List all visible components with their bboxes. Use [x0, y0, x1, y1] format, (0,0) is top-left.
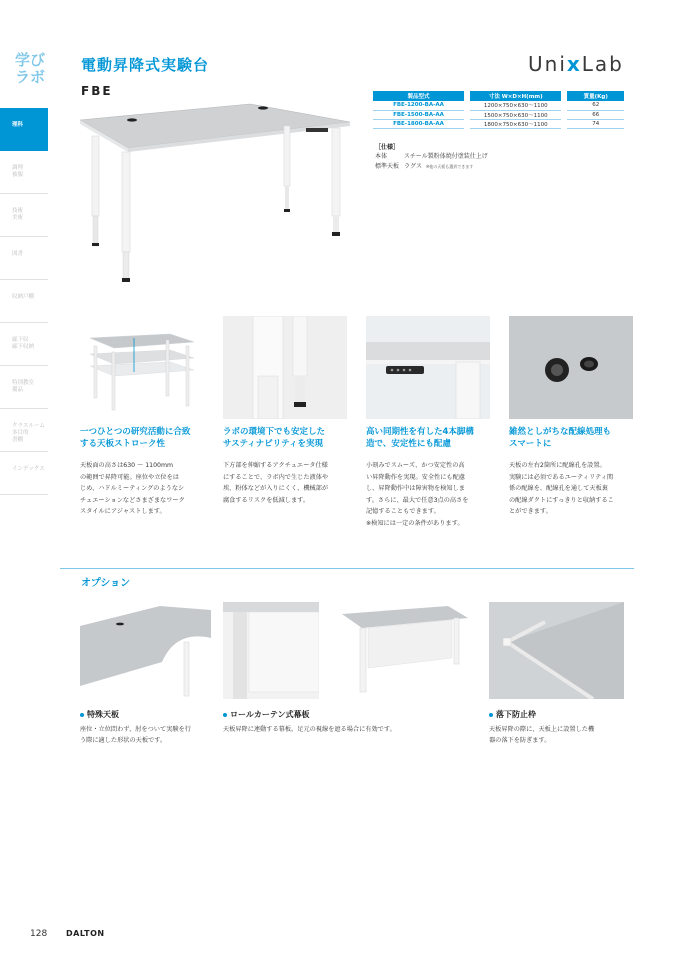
table-row — [373, 119, 624, 128]
sidebar-item-classroom[interactable]: クラスルーム 多目的 書棚 — [0, 409, 48, 452]
table-row — [373, 101, 624, 110]
option-image-desk-curtain — [338, 602, 471, 699]
spec-row — [375, 162, 488, 172]
option-image-special-top — [80, 602, 211, 699]
sidebar-item-technology[interactable]: 技術 美術 — [0, 194, 48, 237]
spec-note: ※他の天板も選択できます — [425, 164, 474, 169]
logo-text-right: Lab — [581, 52, 624, 76]
spec-cell: FBE-1800-BA-AA — [373, 119, 464, 128]
spec-cell: 1200×750×630〜1100 — [470, 101, 561, 110]
model-code: FBE — [81, 84, 113, 98]
feature-image-cable-hole — [509, 316, 633, 419]
feature-title: 一つひとつの研究活動に合致 する天板ストローク性 — [80, 427, 191, 449]
spec-header-dimensions: 寸法 W×D×H(mm) — [470, 91, 561, 101]
option-body: 天板昇降に連動する幕板。足元の視線を遮る場合に有効です。 — [223, 726, 396, 733]
spec-cell: FBE-1500-BA-AA — [373, 110, 464, 119]
spec-cell: 1800×750×630〜1100 — [470, 119, 561, 128]
spec-heading: ［仕様］ — [375, 144, 400, 151]
spec-row — [375, 152, 488, 162]
table-row — [373, 110, 624, 119]
feature-body: 天板面の高さは630 〜 1100mm の範囲で昇降可能。座位や立位をは じめ、ハドルミーティングのようなシ チュエーションなどさまざまなワーク スタイルにアジャストします。 — [80, 462, 185, 515]
bullet-dot-icon — [489, 713, 493, 717]
footer-brand: DALTON — [66, 929, 105, 938]
option-title-text: 特殊天板 — [87, 710, 119, 719]
spec-cell: 74 — [567, 119, 624, 128]
feature-body: 天板の左右2箇所に配線孔を設置。 実験には必須であるユーティリティ関 係の配線を、配線孔を通して天板裏 の配線ダクトにすっきりと収納するこ とができます。 — [509, 462, 614, 515]
logo-text-left: Uni — [528, 52, 567, 76]
option-title — [80, 709, 119, 720]
option-image-drop-guard — [489, 602, 624, 699]
option-title-text: ロールカーテン式幕板 — [230, 710, 310, 719]
feature-title: ラボの環境下でも安定した サスティナビリティを実現 — [223, 427, 326, 449]
spec-key: 本体 — [375, 153, 388, 160]
spec-key: 標準天板 — [375, 163, 400, 170]
feature-title: 高い同期性を有した4本脚構 造で、安定性にも配慮 — [366, 427, 474, 449]
spec-list — [375, 152, 488, 172]
unixlab-logo — [528, 52, 624, 76]
feature-body: 小刻みでスムーズ、かつ安定性の高 い昇降動作を実現。安全性にも配慮 し、昇降動作中は障害物を検知しま す。さらに、最大で任意3点の高さを 記憶することもできます。 ※検知には一定の条件があります。 — [366, 462, 469, 527]
sidebar-item-index[interactable]: インデックス — [0, 452, 48, 495]
page-number: 128 — [30, 929, 48, 939]
feature-image-control-panel — [366, 316, 490, 419]
option-image-roll-curtain — [223, 602, 319, 699]
spec-header-model: 製品型式 — [373, 91, 464, 101]
sidebar-item-special[interactable]: 特別教室 備品 — [0, 366, 48, 409]
bullet-dot-icon — [80, 713, 84, 717]
logo-text-x: x — [566, 52, 582, 76]
spec-cell: 66 — [567, 110, 624, 119]
spec-cell: 62 — [567, 101, 624, 110]
option-title — [489, 709, 536, 720]
spec-cell: FBE-1200-BA-AA — [373, 101, 464, 110]
feature-body: 下方部を伸縮するアクチュエータ仕様 にすることで、ラボ内で生じた液体や 埃、粉体などが入りにくく、機械部が 腐食するリスクを低減します。 — [223, 462, 329, 504]
option-title-text: 落下防止枠 — [496, 710, 536, 719]
sidebar-item-corridor[interactable]: 廊下収 廊下収納 — [0, 323, 48, 366]
page-title: 電動昇降式実験台 — [81, 56, 210, 74]
sidebar-nav — [0, 108, 48, 495]
sidebar-item-storage[interactable]: 収納戸棚 — [0, 280, 48, 323]
spec-value: スチール製粉体焼付塗装仕上げ — [404, 153, 488, 160]
feature-title: 雑然としがちな配線処理も スマートに — [509, 427, 612, 449]
sidebar-item-cooking[interactable]: 調理 被服 — [0, 151, 48, 194]
spec-table — [373, 91, 624, 129]
option-divider — [60, 568, 634, 569]
sidebar-brand: 学び ラボ — [14, 51, 45, 86]
option-body: 天板昇降の際に、天板上に設置した機 器の落下を防ぎます。 — [489, 726, 595, 744]
spec-value: ラグス — [404, 163, 422, 170]
spec-header-weight: 質量(Kg) — [567, 91, 624, 101]
feature-image-actuator-leg — [223, 316, 347, 419]
sidebar-item-science[interactable]: 理科 — [0, 108, 48, 151]
options-heading: オプション — [81, 578, 131, 589]
option-title — [223, 709, 309, 720]
bullet-dot-icon — [223, 713, 227, 717]
feature-image-height-range — [80, 316, 204, 419]
option-body: 座位・立位問わず、肘をついて実験を行 う際に適した形状の天板です。 — [80, 726, 191, 744]
sidebar-item-library[interactable]: 図書 — [0, 237, 48, 280]
spec-cell: 1500×750×630〜1100 — [470, 110, 561, 119]
hero-desk-illustration — [80, 102, 360, 287]
